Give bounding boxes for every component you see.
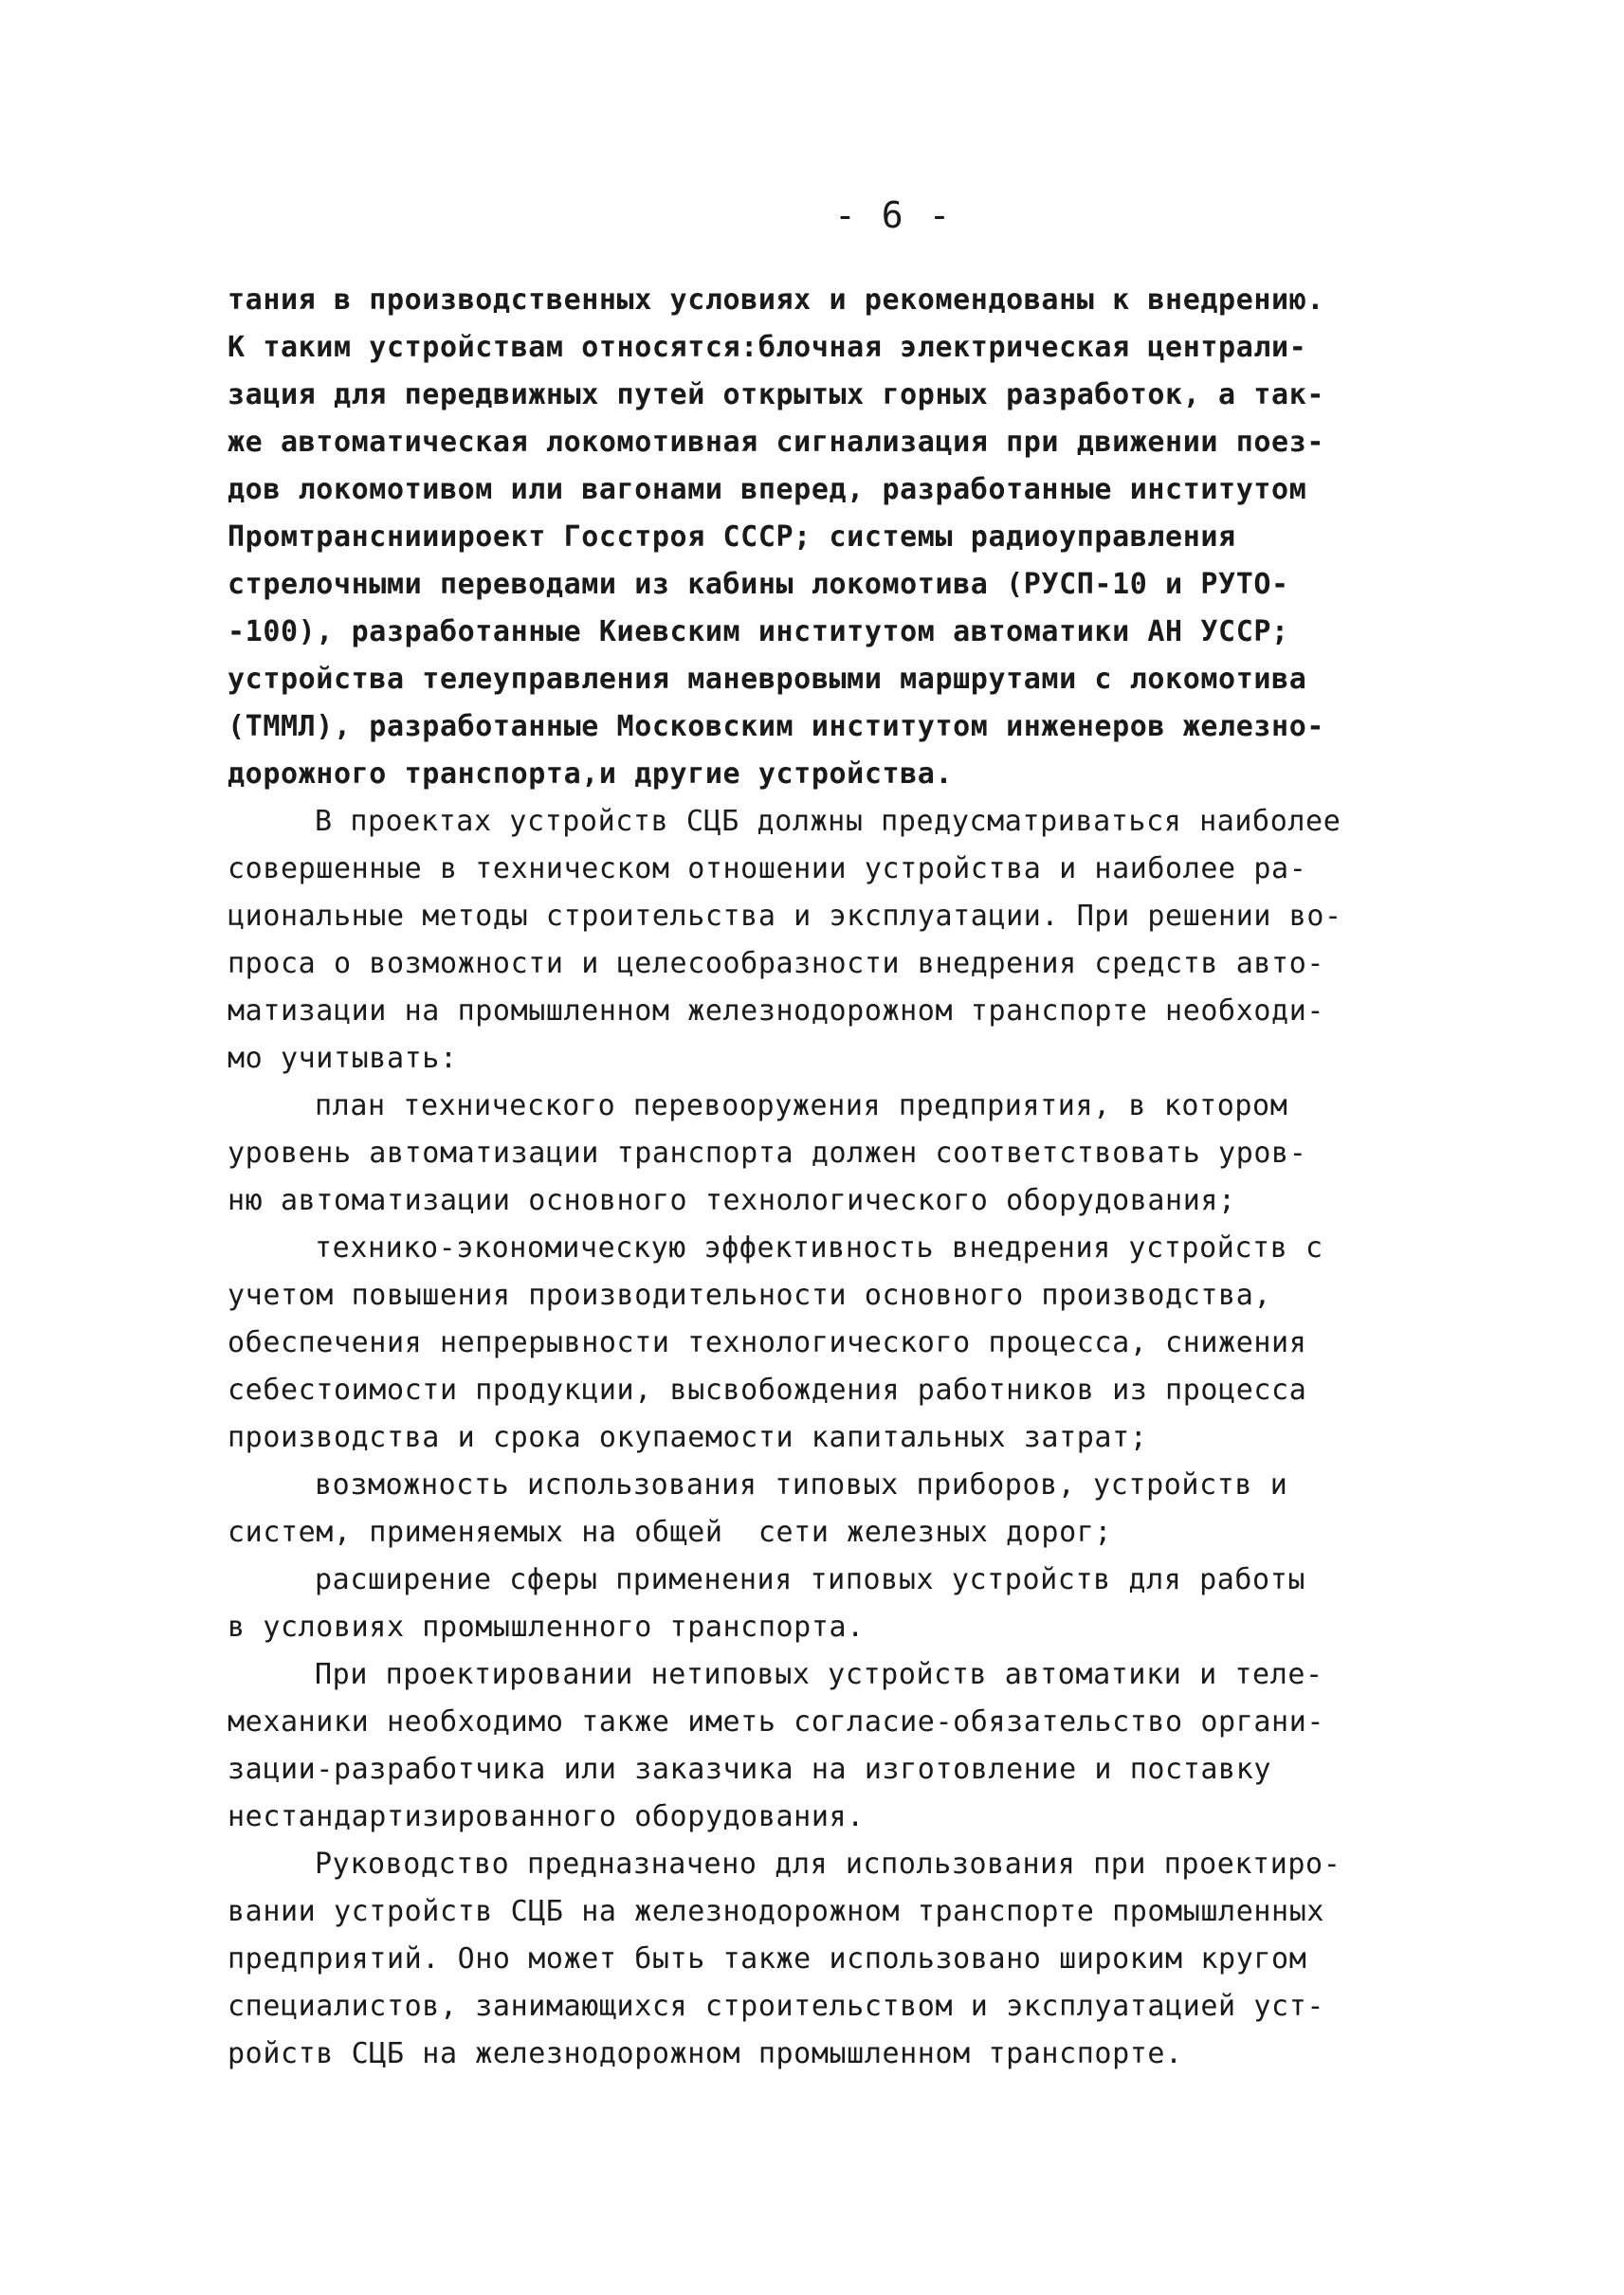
paragraph bbox=[228, 798, 1451, 1083]
paragraph bbox=[228, 1651, 1451, 1841]
paragraph bbox=[228, 1462, 1451, 1557]
text-line: устройства телеуправления маневровыми маршрутами с локомотива bbox=[228, 663, 1307, 696]
text-line: (ТММЛ), разработанные Московским институтом инженеров железно- bbox=[228, 710, 1325, 743]
text-line: производства и срока окупаемости капитальных затрат; bbox=[228, 1421, 1148, 1454]
text-line: уровень автоматизации транспорта должен соответствовать уров- bbox=[228, 1137, 1307, 1170]
text-line: предприятий. Оно может быть также использовано широким кругом bbox=[228, 1942, 1307, 1976]
text-line: В проектах устройств СЦБ должны предусматриваться наиболее bbox=[315, 805, 1341, 838]
text-line: матизации на промышленном железнодорожном транспорте необходи- bbox=[228, 994, 1325, 1028]
text-line: тания в производственных условиях и рекомендованы к внедрению. bbox=[228, 283, 1325, 317]
paragraph bbox=[228, 1083, 1451, 1225]
text-line: зация для передвижных путей открытых горных разработок, а так- bbox=[228, 378, 1325, 411]
text-line: Руководство предназначено для использования при проектиро- bbox=[315, 1848, 1341, 1881]
text-line: систем, применяемых на общей сети железных дорог; bbox=[228, 1516, 1113, 1549]
paragraph bbox=[228, 277, 1451, 798]
text-line: дорожного транспорта,и другие устройства. bbox=[228, 757, 954, 791]
text-line: ню автоматизации основного технологического оборудования; bbox=[228, 1184, 1236, 1217]
text-line: в условиях промышленного транспорта. bbox=[228, 1611, 865, 1644]
text-line: механики необходимо также иметь согласие-обязательство органи- bbox=[228, 1705, 1325, 1739]
text-line: специалистов, занимающихся строительством и эксплуатацией уст- bbox=[228, 1990, 1325, 2023]
text-line: расширение сферы применения типовых устройств для работы bbox=[315, 1563, 1306, 1596]
text-line: нестандартизированного оборудования. bbox=[228, 1800, 865, 1833]
text-line: обеспечения непрерывности технологического процесса, снижения bbox=[228, 1326, 1307, 1359]
text-line: же автоматическая локомотивная сигнализация при движении поез- bbox=[228, 426, 1325, 459]
text-line: стрелочными переводами из кабины локомотива (РУСП-10 и РУТО- bbox=[228, 568, 1289, 601]
page-number: - 6 - bbox=[834, 194, 953, 236]
text-line: технико-экономическую эффективность внедрения устройств с bbox=[315, 1231, 1323, 1265]
text-line: себестоимости продукции, высвобождения работников из процесса bbox=[228, 1374, 1307, 1407]
paragraph bbox=[228, 1225, 1451, 1462]
text-line: циональные методы строительства и эксплуатации. При решении во- bbox=[228, 900, 1342, 933]
text-line: возможность использования типовых приборов, устройств и bbox=[315, 1468, 1288, 1502]
text-line: К таким устройствам относятся:блочная электрическая централи- bbox=[228, 331, 1307, 364]
text-line: зации-разработчика или заказчика на изготовление и поставку bbox=[228, 1753, 1272, 1786]
paragraph bbox=[228, 1557, 1451, 1651]
text-line: вании устройств СЦБ на железнодорожном транспорте промышленных bbox=[228, 1895, 1325, 1928]
text-line: Промтранснииироект Госстроя СССР; системы радиоуправления bbox=[228, 520, 1236, 554]
text-line: ройств СЦБ на железнодорожном промышленном транспорте. bbox=[228, 2037, 1183, 2070]
text-line: дов локомотивом или вагонами вперед, разработанные институтом bbox=[228, 473, 1307, 506]
text-line: При проектировании нетиповых устройств автоматики и теле- bbox=[315, 1658, 1323, 1691]
text-line: совершенные в техническом отношении устройства и наиболее ра- bbox=[228, 852, 1307, 885]
paragraph bbox=[228, 1841, 1451, 2078]
text-line: мо учитывать: bbox=[228, 1042, 458, 1075]
text-line: учетом повышения производительности основного производства, bbox=[228, 1279, 1272, 1312]
document-body bbox=[228, 277, 1451, 2078]
text-line: проса о возможности и целесообразности внедрения средств авто- bbox=[228, 947, 1325, 980]
text-line: план технического перевооружения предприятия, в котором bbox=[315, 1089, 1288, 1122]
text-line: -100), разработанные Киевским институтом автоматики АН УССР; bbox=[228, 615, 1289, 648]
